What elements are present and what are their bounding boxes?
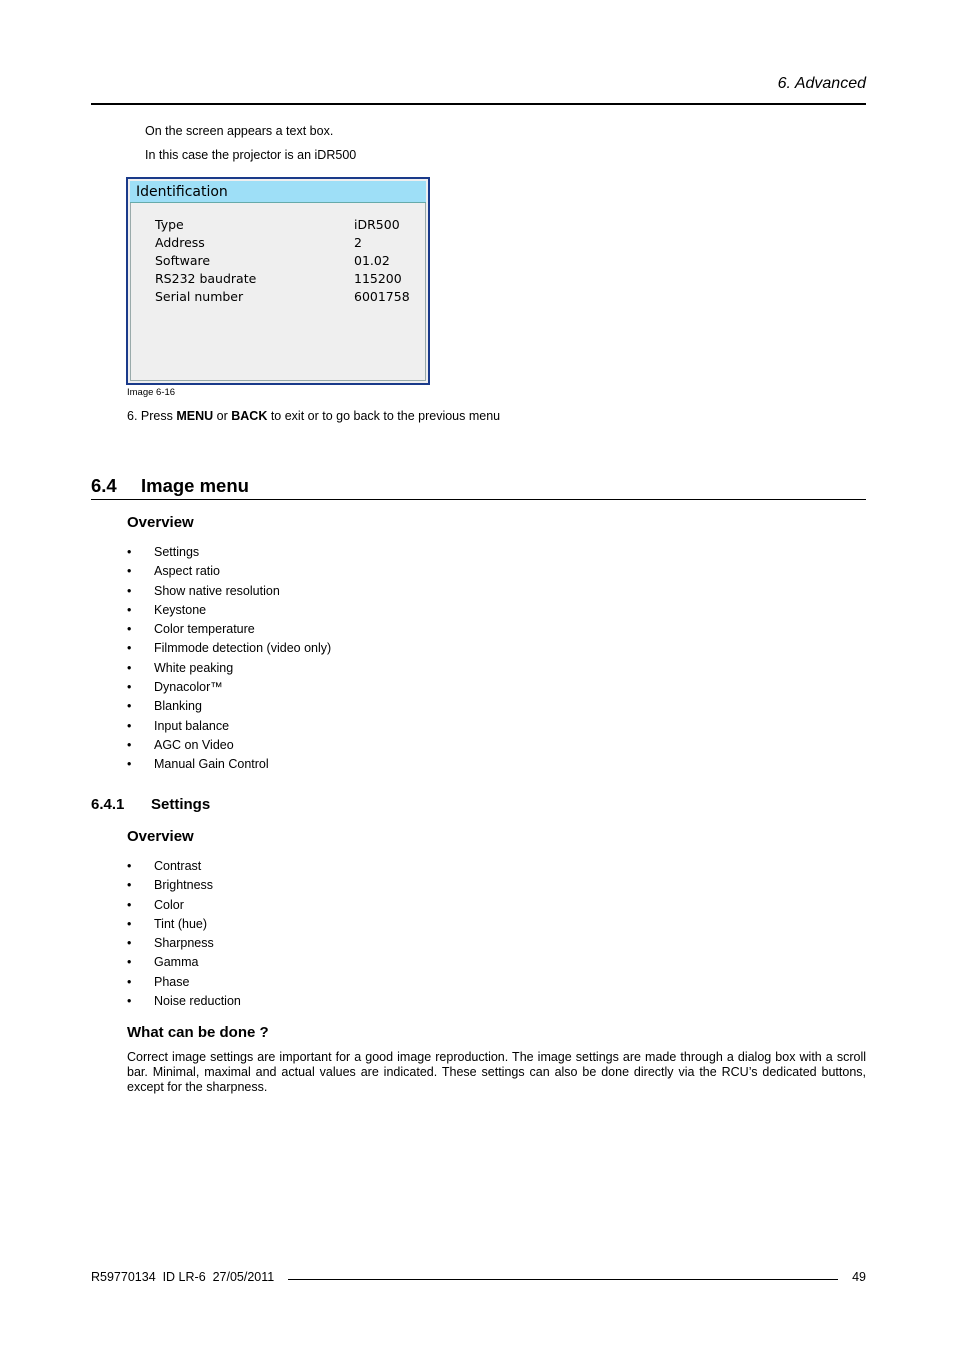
list-item bbox=[127, 736, 331, 755]
bullet: • bbox=[127, 660, 132, 675]
list-item-text: Brightness bbox=[154, 878, 214, 893]
list-item bbox=[127, 973, 241, 992]
bullet: • bbox=[127, 994, 132, 1009]
step-middle: or bbox=[213, 409, 232, 423]
list-item-text: White peaking bbox=[154, 660, 234, 675]
bullet: • bbox=[127, 878, 132, 893]
list-item-text: Aspect ratio bbox=[154, 564, 221, 579]
bullet: • bbox=[127, 680, 132, 695]
bullet: • bbox=[127, 622, 132, 637]
list-item-text: Blanking bbox=[154, 699, 202, 714]
list-item bbox=[127, 717, 331, 736]
bullet: • bbox=[127, 955, 132, 970]
list-item bbox=[127, 659, 331, 678]
list-item-text: Color temperature bbox=[154, 622, 255, 637]
intro-line-1: On the screen appears a text box. bbox=[145, 124, 334, 138]
osd-row-software bbox=[155, 253, 415, 271]
section-heading bbox=[91, 475, 249, 497]
step-number: 6. bbox=[127, 409, 138, 423]
list-item bbox=[127, 857, 241, 876]
list-item-text: Contrast bbox=[154, 859, 202, 873]
bullet: • bbox=[127, 974, 132, 989]
page-number: 49 bbox=[852, 1270, 866, 1284]
list-item bbox=[127, 915, 241, 934]
bullet: • bbox=[127, 897, 132, 912]
running-header: 6. Advanced bbox=[777, 75, 866, 92]
identification-osd-box bbox=[126, 177, 430, 385]
list-item-text: Noise reduction bbox=[154, 994, 241, 1009]
bullet: • bbox=[127, 859, 132, 873]
step-suffix: to exit or to go back to the previous menu bbox=[267, 409, 501, 423]
list-item-text: Color bbox=[154, 897, 184, 912]
footer-rule bbox=[288, 1279, 838, 1280]
section-number: 6.4 bbox=[91, 475, 117, 496]
intro-line-2: In this case the projector is an iDR500 bbox=[145, 148, 357, 162]
what-can-be-done-heading: What can be done ? bbox=[127, 1024, 269, 1041]
bullet: • bbox=[127, 699, 132, 714]
list-item bbox=[127, 678, 331, 697]
osd-value: iDR500 bbox=[354, 217, 400, 232]
osd-value: 2 bbox=[354, 235, 362, 250]
osd-value: 115200 bbox=[354, 271, 402, 286]
list-item-text: Manual Gain Control bbox=[154, 757, 269, 772]
list-item-text: Phase bbox=[154, 974, 190, 989]
section-title: Image menu bbox=[141, 475, 249, 496]
bullet: • bbox=[127, 545, 132, 559]
list-item-text: Show native resolution bbox=[154, 583, 280, 598]
back-key-label: BACK bbox=[231, 409, 268, 423]
list-item bbox=[127, 953, 241, 972]
subsection-heading bbox=[91, 796, 210, 813]
list-item bbox=[127, 620, 331, 639]
list-item-text: Sharpness bbox=[154, 936, 214, 951]
bullet: • bbox=[127, 916, 132, 931]
step-6 bbox=[127, 409, 500, 423]
image-caption: Image 6-16 bbox=[127, 387, 176, 398]
list-item bbox=[127, 755, 331, 774]
list-item bbox=[127, 601, 331, 620]
list-item-text: AGC on Video bbox=[154, 737, 234, 752]
bullet: • bbox=[127, 564, 132, 579]
osd-key: Software bbox=[155, 253, 211, 268]
osd-row-baudrate bbox=[155, 271, 415, 289]
image-menu-list bbox=[127, 543, 331, 775]
list-item-text: Settings bbox=[154, 545, 200, 559]
bullet: • bbox=[127, 718, 132, 733]
header-rule bbox=[91, 103, 866, 105]
section-rule bbox=[91, 499, 866, 500]
list-item bbox=[127, 562, 331, 581]
osd-value: 01.02 bbox=[354, 253, 390, 268]
list-item bbox=[127, 934, 241, 953]
settings-list bbox=[127, 857, 241, 1011]
list-item-text: Filmmode detection (video only) bbox=[154, 641, 332, 656]
osd-row-address bbox=[155, 235, 415, 253]
overview-heading-settings: Overview bbox=[127, 828, 194, 845]
overview-heading-image-menu: Overview bbox=[127, 514, 194, 531]
osd-key: Address bbox=[155, 235, 205, 250]
bullet: • bbox=[127, 641, 132, 656]
osd-key: Serial number bbox=[155, 289, 244, 304]
list-item bbox=[127, 992, 241, 1011]
osd-key: RS232 baudrate bbox=[155, 271, 257, 286]
step-prefix: Press bbox=[140, 409, 177, 423]
list-item bbox=[127, 582, 331, 601]
bullet: • bbox=[127, 757, 132, 772]
what-can-be-done-paragraph: Correct image settings are important for a good image reproduction. The image settings are made through a dialog box with a scroll bar. Minimal, maximal and actual values are indicated. These settings can also be done directly via the RCU’s dedicated buttons, except for the sharpness. bbox=[127, 1050, 866, 1094]
list-item-text: Gamma bbox=[154, 955, 199, 970]
menu-key-label: MENU bbox=[176, 409, 214, 423]
osd-key: Type bbox=[155, 217, 184, 232]
bullet: • bbox=[127, 583, 132, 598]
list-item-text: Keystone bbox=[154, 602, 207, 617]
osd-row-serial bbox=[155, 289, 415, 307]
list-item bbox=[127, 639, 331, 658]
subsection-title: Settings bbox=[151, 796, 211, 813]
bullet: • bbox=[127, 602, 132, 617]
list-item bbox=[127, 896, 241, 915]
footer-doc-id: R59770134 ID LR-6 27/05/2011 bbox=[91, 1270, 275, 1284]
osd-value: 6001758 bbox=[354, 289, 410, 304]
osd-title: Identification bbox=[130, 181, 426, 203]
subsection-number: 6.4.1 bbox=[91, 796, 125, 813]
list-item bbox=[127, 543, 331, 562]
list-item bbox=[127, 697, 331, 716]
list-item-text: Tint (hue) bbox=[154, 916, 208, 931]
list-item-text: Dynacolor™ bbox=[154, 680, 223, 695]
bullet: • bbox=[127, 737, 132, 752]
list-item-text: Input balance bbox=[154, 718, 230, 733]
list-item bbox=[127, 876, 241, 895]
bullet: • bbox=[127, 936, 132, 951]
osd-row-type bbox=[155, 217, 415, 235]
